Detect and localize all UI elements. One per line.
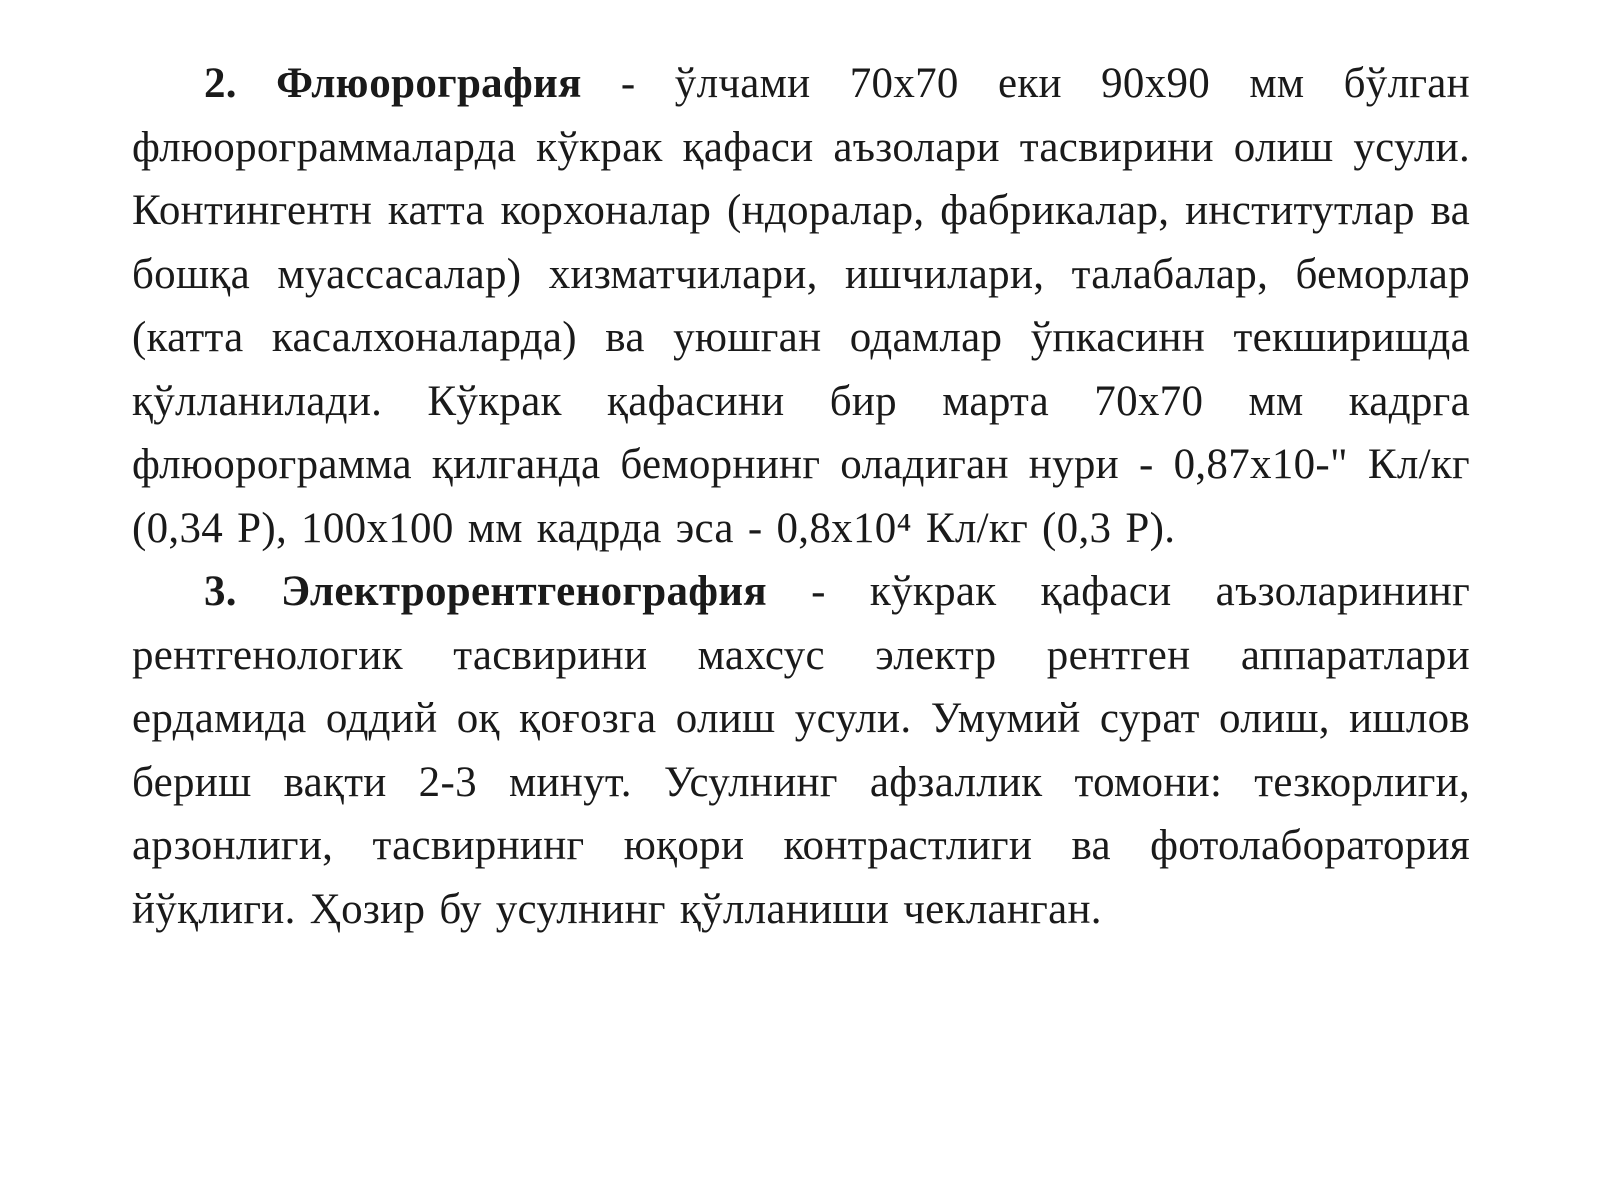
term-electroroentgenography: 3. Электрорентгенография	[204, 568, 767, 615]
document-page	[132, 52, 1470, 941]
term-fluorography: 2. Флюорография	[204, 60, 582, 107]
paragraph-fluorography	[132, 52, 1470, 560]
paragraph-electroroentgenography	[132, 560, 1470, 941]
paragraph-text: - кўкрак қафаси аъзоларининг рентгенологик тасвирини махсус электр рентген аппаратлари ердамида оддий оқ қоғозга олиш усули. Умумий сурат олиш, ишлов бериш вақти 2-3 минут. Усулнинг афзаллик томони: тезкорлиги, арзонлиги, тасвирнинг юқори контрастлиги ва фотолаборатория йўқлиги. Ҳозир бу усулнинг қўлланиши чекланган.	[132, 568, 1471, 933]
paragraph-text: - ўлчами 70x70 еки 90x90 мм бўлган флюорограммаларда кўкрак қафаси аъзолари тасвирини олиш усули. Контингентн катта корхоналар (ндоралар, фабрикалар, институтлар ва бошқа муассасалар) хизматчилари, ишчилари, талабалар, беморлар (катта касалхоналарда) ва уюшган одамлар ўпкасинн текширишда қўлланилади. Кўкрак қафасини бир марта 70x70 мм кадрга флюорограмма қилганда беморнинг оладиган нури - 0,87x10-" Кл/кг (0,34 Р), 100x100 мм кадрда эса - 0,8x10⁴ Кл/кг (0,3 Р).	[132, 60, 1470, 552]
